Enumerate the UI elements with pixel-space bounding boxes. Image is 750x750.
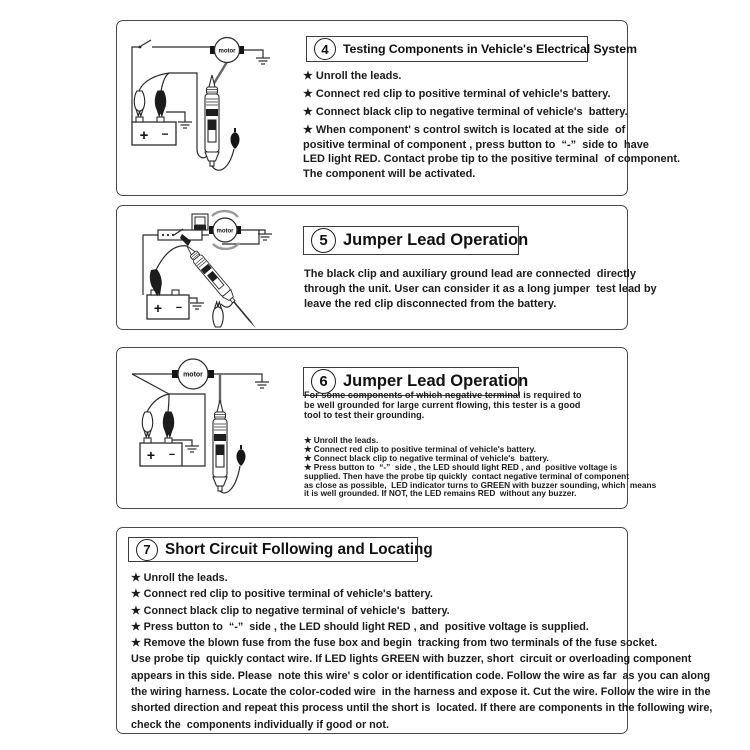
ground-symbol bbox=[258, 234, 272, 240]
battery-minus-label: − bbox=[161, 127, 169, 141]
text-line: ★ Connect red clip to positive terminal of vehicle's battery. bbox=[131, 588, 433, 601]
section-4-title-box bbox=[306, 36, 637, 62]
squeeze-bulb bbox=[236, 445, 245, 466]
text-line: ★ Unroll the leads. bbox=[304, 435, 379, 445]
ground-symbol bbox=[185, 446, 199, 452]
rotation-arrow bbox=[212, 211, 238, 217]
motor-label: motor bbox=[218, 48, 236, 55]
text-line: LED light RED. Contact probe tip to the positive terminal of component. bbox=[303, 153, 681, 166]
text-line: be well grounded for large current flowing, this tester is a good bbox=[304, 399, 581, 410]
text-line: shorted direction and repeat this process until the short is located. If there are components in the following wire, bbox=[131, 702, 713, 715]
circuit-tester-probe bbox=[213, 400, 227, 491]
section-6-instructions bbox=[304, 436, 656, 498]
ground-symbol bbox=[255, 382, 269, 388]
text-line: For some components of which negative terminal is required to bbox=[304, 390, 582, 400]
text-line: ★ Press button to “-” side , the LED should light RED , and positive voltage is supplied. bbox=[131, 620, 589, 633]
squeeze-bulb bbox=[230, 128, 239, 149]
text-line: leave the red clip disconnected from the battery. bbox=[304, 297, 557, 310]
wires bbox=[132, 371, 262, 493]
section-4-number-badge: 4 bbox=[314, 38, 336, 60]
switch-contact-dot bbox=[139, 46, 142, 49]
battery-symbol bbox=[147, 290, 189, 319]
motor-label: motor bbox=[183, 371, 203, 379]
red-clip bbox=[134, 91, 144, 116]
section-7-title: Short Circuit Following and Locating bbox=[165, 540, 433, 558]
circuit-diagram-battery-motor-tester bbox=[125, 29, 297, 187]
section-7-number-badge: 7 bbox=[136, 539, 158, 561]
text-line: ★ Connect red clip to positive terminal of vehicle's battery. bbox=[304, 443, 536, 454]
text-line: positive terminal of component , press button to “-” side to have bbox=[303, 138, 649, 151]
battery-plus-label: + bbox=[146, 447, 156, 463]
section-6-number-badge: 6 bbox=[311, 369, 336, 394]
battery-symbol bbox=[132, 117, 176, 145]
section-6-intro bbox=[304, 391, 582, 420]
text-line: ★ Unroll the leads. bbox=[131, 572, 228, 584]
section-6-panel bbox=[116, 347, 657, 509]
text-line: ★ Connect black clip to negative terminal of vehicle's battery. bbox=[131, 604, 450, 617]
text-line: The component will be activated. bbox=[303, 167, 476, 180]
motor-symbol bbox=[172, 359, 214, 389]
circuit-diagram-grounding-test bbox=[122, 354, 298, 504]
text-line: it is well grounded. If NOT, the LED remains RED without any buzzer. bbox=[304, 488, 577, 499]
switch-contact-dot bbox=[167, 234, 169, 236]
wires bbox=[132, 40, 263, 170]
section-4-panel bbox=[116, 20, 681, 196]
ground-symbol bbox=[256, 58, 270, 64]
text-line: ★ Unroll the leads. bbox=[303, 70, 402, 82]
section-6-title: Jumper Lead Operation bbox=[343, 372, 529, 390]
text-line: Use probe tip quickly contact wire. If LED lights GREEN with buzzer, short circuit or overloading component bbox=[131, 653, 692, 666]
section-5-title-box bbox=[303, 226, 529, 255]
section-7-title-box bbox=[128, 537, 433, 562]
text-line: ★ Remove the blown fuse from the fuse box and begin tracking from two terminals of the fuse socket. bbox=[131, 637, 658, 650]
text-line: ★ When component' s control switch is located at the side of bbox=[303, 123, 626, 136]
battery-minus-label: − bbox=[168, 449, 176, 461]
fuse-box-symbol bbox=[192, 214, 208, 230]
section-5-paragraph bbox=[304, 267, 657, 311]
battery-symbol bbox=[140, 438, 182, 466]
battery-plus-label: + bbox=[139, 127, 149, 144]
text-line: ★ Press button to “-” side , the LED should light RED , and positive voltage is bbox=[304, 461, 618, 472]
section-7-instructions bbox=[131, 570, 712, 733]
text-line: supplied. Then have the probe tip quickly contact negative terminal of component bbox=[304, 470, 630, 481]
section-7-panel bbox=[116, 527, 713, 734]
section-5-panel bbox=[116, 205, 657, 330]
battery-minus-label: − bbox=[175, 302, 183, 314]
text-line: the wiring harness. Locate the color-coded wire in the harness and expose it. Cut the wire. Follow the wire in the bbox=[131, 686, 711, 699]
circuit-tester-probe bbox=[205, 75, 219, 166]
text-line: as close as possible, LED indicator turns to GREEN with buzzer sounding, which means bbox=[304, 479, 657, 490]
ground-symbol bbox=[190, 303, 204, 309]
section-4-title: Testing Components in Vehicle's Electrical System bbox=[343, 42, 637, 56]
battery-plus-label: + bbox=[153, 300, 163, 316]
motor-label: motor bbox=[216, 228, 234, 235]
motor-symbol bbox=[210, 38, 244, 63]
black-clip bbox=[163, 412, 173, 437]
text-line: through the unit. User can consider it as a long jumper test lead by bbox=[304, 282, 657, 295]
text-line: ★ Connect black clip to negative terminal of vehicle's battery. bbox=[303, 105, 628, 118]
motor-symbol bbox=[209, 218, 241, 242]
text-line: The black clip and auxiliary ground lead are connected directly bbox=[304, 268, 636, 280]
switch-contact-dot bbox=[172, 234, 174, 236]
switch-contact-dot bbox=[162, 234, 164, 236]
text-line: ★ Connect red clip to positive terminal of vehicle's battery. bbox=[303, 87, 611, 100]
black-clip bbox=[155, 91, 165, 116]
tester-cable bbox=[213, 62, 227, 85]
ground-symbol bbox=[178, 122, 192, 128]
section-5-title: Jumper Lead Operation bbox=[343, 231, 529, 249]
text-line: ★ Connect black clip to negative terminal of vehicle's battery. bbox=[304, 452, 549, 463]
red-clip bbox=[142, 412, 152, 437]
text-line: check the components individually if good or not. bbox=[131, 718, 389, 731]
circuit-diagram-jumper-lead bbox=[125, 208, 297, 328]
text-line: appears in this side. Please note this wire' s color or identification code. Follow the wire as far as you can along bbox=[131, 669, 711, 682]
probe-clip bbox=[213, 302, 223, 327]
section-4-instructions bbox=[303, 69, 680, 181]
text-line: tool to test their grounding. bbox=[304, 409, 425, 420]
section-5-number-badge: 5 bbox=[311, 228, 336, 253]
